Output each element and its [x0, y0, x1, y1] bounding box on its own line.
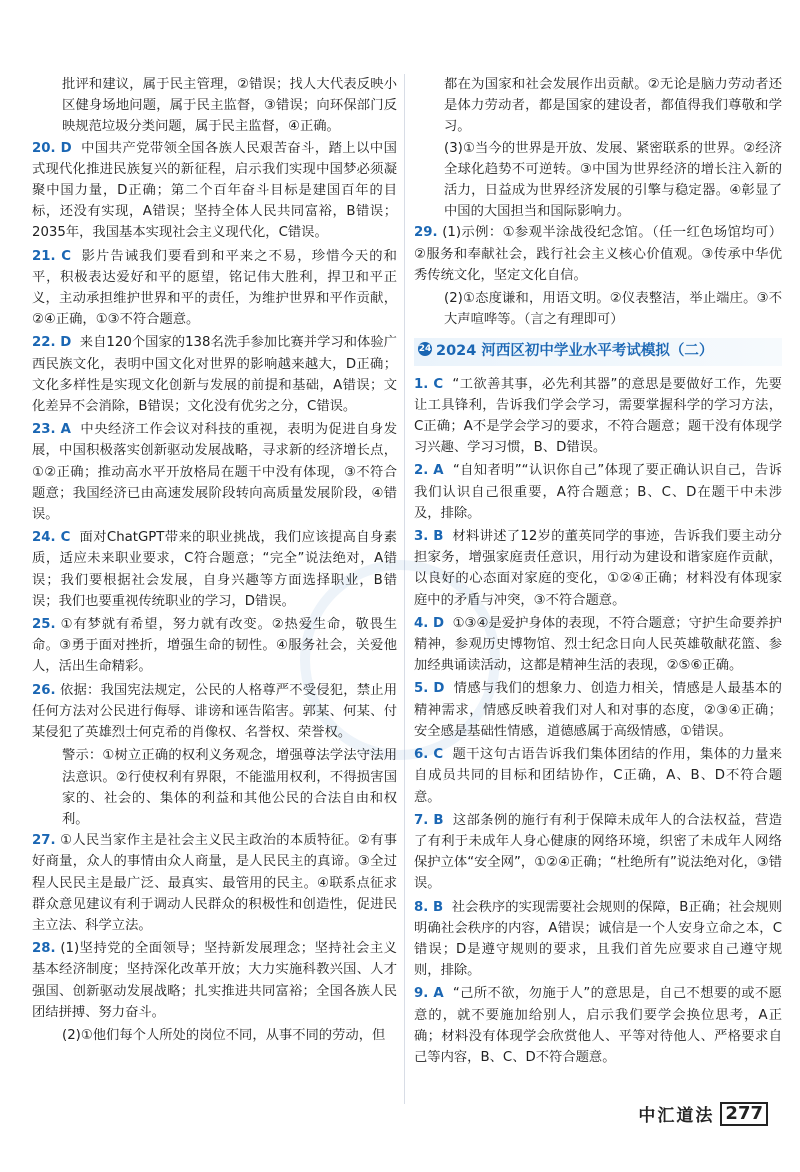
page-footer [638, 1101, 768, 1126]
answer-item [32, 246, 397, 331]
answer-number: 24. C [32, 530, 71, 546]
answer-number: 26. [32, 682, 56, 698]
continued-text: 都在为国家和社会发展作出贡献。②无论是脑力劳动者还是体力劳动者，都是国家的建设者，都值得我们尊敬和学习。 [444, 77, 782, 135]
answer-text: 中国共产党带领全国各族人民艰苦奋斗，踏上以中国式现代化推进民族复兴的新征程，启示我们实现中国梦必须凝聚中国力量，D正确；第二个百年奋斗目标是建国百年的目标，还没有实现，A错误；坚持全体人民共同富裕，B错误；2035年，我国基本实现社会主义现代化，C错误。 [32, 140, 397, 241]
answer-extra-text: 警示：①树立正确的权利义务观念，增强尊法学法守法用法意识。②行使权利有界限，不能滥用权利，不得损害国家的、社会的、集体的利益和其他公民的合法自由和权利。 [62, 748, 397, 827]
answer-text: “己所不欲，勿施于人”的意思是，自己不想要的或不愿意的，就不要施加给别人，启示我们要学会换位思考，A正确；材料没有体现学会欣赏他人、平等对待他人、严格要求自己等内容，B、C、D不符合题意。 [414, 986, 782, 1065]
answer-text: 依据：我国宪法规定，公民的人格尊严不受侵犯，禁止用任何方法对公民进行侮辱、诽谤和诬告陷害。郭某、何某、付某侵犯了英雄烈士何克希的肖像权、名誉权、荣誉权。 [32, 682, 397, 741]
answer-item [414, 897, 782, 982]
answer-number: 5. D [414, 681, 445, 697]
section-badge-icon: 24 [418, 344, 432, 355]
answer-text: 影片告诫我们要看到和平来之不易，珍惜今天的和平，积极表达爱好和平的愿望，铭记伟大胜利，捍卫和平正义，主动承担维护世界和平的责任，为维护世界和平作贡献，②④正确，①③不符合题意。 [32, 248, 397, 328]
answer-item [32, 680, 397, 744]
answer-number: 4. D [414, 615, 445, 631]
answer-text: 中央经济工作会议对科技的重视，表明为促进自身发展，中国积极落实创新驱动发展战略，寻求新的经济增长点，①②正确；推动高水平开放格局在题干中没有体现，③不符合题意；我国经济已由高速发展阶段转向高质量发展阶段，④错误。 [32, 422, 397, 523]
answer-number: 22. D [32, 335, 72, 351]
answer-number: 6. C [414, 747, 444, 763]
answer-number: 9. A [414, 986, 444, 1002]
answer-extra-text: (2)①他们每个人所处的岗位不同，从事不同的劳动，但 [62, 1027, 386, 1043]
answer-text: (1)示例：①参观半涂战役纪念馆。（任一红色场馆均可）②服务和奉献社会，践行社会主义核心价值观。③传承中华优秀传统文化，坚定文化自信。 [414, 225, 782, 283]
answer-number: 25. [32, 617, 56, 633]
answer-item [414, 374, 782, 459]
section-title [414, 338, 782, 365]
answer-item [32, 332, 397, 417]
answer-text: “工欲善其事，必先利其器”的意思是要做好工作，先要让工具锋利，告诉我们学会学习，需要掌握科学的学习方法，C正确；A不是学会学习的要求，不符合题意；题干没有体现学习兴趣、学习习惯，B、D错误。 [414, 376, 782, 456]
answer-number: 7. B [414, 812, 444, 828]
answer-text: 面对ChatGPT带来的职业挑战，我们应该提高自身素质，适应未来职业要求，C符合题意；“完全”说法绝对，A错误；我们要根据社会发展，自身兴趣等方面选择职业，B错误；我们也要重视传统职业的学习，D错误。 [32, 530, 397, 609]
answer-text: (1)坚持党的全面领导；坚持新发展理念；坚持社会主义基本经济制度；坚持深化改革开放；大力实施科教兴国、人才强国、创新驱动发展战略；扎实推进共同富裕；全国各族人民团结拼搏、努力奋斗。 [32, 941, 397, 1020]
left-column [32, 74, 397, 1046]
answer-item [414, 460, 782, 524]
answer-number: 3. B [414, 529, 444, 545]
answer-number: 28. [32, 941, 56, 957]
answer-number: 2. A [414, 463, 444, 479]
answer-text: 题干这句古语告诉我们集体团结的作用，集体的力量来自成员共同的目标和团结协作，C正确，A、B、D不符合题意。 [414, 747, 782, 805]
page-number: 277 [720, 1102, 768, 1126]
right-column [414, 74, 782, 1070]
answer-text: 材料讲述了12岁的董英同学的事迹，告诉我们要主动分担家务，增强家庭责任意识，用行动为建设和谐家庭作贡献，以良好的心态面对家庭的变化，①②④正确；材料没有体现家庭中的矛盾与冲突，③不符合题意。 [414, 529, 782, 608]
answer-text: ①人民当家作主是社会主义民主政治的本质特征。②有事好商量，众人的事情由众人商量，是人民民主的真谛。③全过程人民民主是最广泛、最真实、最管用的民主。④联系点征求群众意见建议有利于调动人民群众的积极性和创造性，促进民主立法、科学立法。 [32, 833, 397, 933]
answer-text: 情感与我们的想象力、创造力相关，情感是人最基本的精神需求，情感反映着我们对人和对事的态度，②③④正确；安全感是基础性情感，道德感属于高级情感，①错误。 [414, 681, 782, 739]
answer-extra-text: (2)①态度谦和，用语文明。②仪表整洁，举止端庄。③不大声喧哗等。（言之有理即可） [444, 291, 782, 328]
answer-item [414, 983, 782, 1068]
section-title-text: 2024 河西区初中学业水平考试模拟（二） [436, 343, 714, 360]
answer-item [32, 419, 397, 525]
answer-number: 27. [32, 833, 56, 849]
answer-text: 来自120个国家的138名洗手参加比赛并学习和体验广西民族文化，表明中国文化对世界的影响越来越大，D正确；文化多样性是实现文化创新与发展的前提和基础，A错误；文化差异不会消除，B错误；文化没有优劣之分，C错误。 [32, 335, 397, 415]
answer-item [32, 938, 397, 1023]
answer-number: 29. [414, 225, 438, 241]
answer-extra-text: (3)①当今的世界是开放、发展、紧密联系的世界。②经济全球化趋势不可逆转。③中国为世界经济的增长注入新的活力，日益成为世界经济发展的引擎与稳定器。④彰显了中国的大国担当和国际影响力。 [444, 140, 782, 220]
answer-item [414, 613, 782, 677]
answer-number: 21. C [32, 248, 72, 264]
answer-item [414, 526, 782, 611]
answer-item [414, 222, 782, 286]
answer-item [414, 678, 782, 742]
answer-item [32, 830, 397, 936]
answer-text: “自知者明”“认识你自己”体现了要正确认识自己，告诉我们认识自己很重要，A符合题意；B、C、D在题干中未涉及，排除。 [414, 463, 782, 521]
footer-brand: 中汇道法 [638, 1106, 715, 1126]
answer-number: 20. D [32, 140, 72, 156]
answer-item [414, 810, 782, 895]
left-intro-text: 批评和建议，属于民主管理，②错误；找人大代表反映小区健身场地问题，属于民主监督，③错误；向环保部门反映规范垃圾分类问题，属于民主监督，④正确。 [62, 77, 397, 135]
answer-number: 1. C [414, 376, 444, 392]
answer-number: 8. B [414, 899, 444, 915]
answer-text: ①③④是爱护身体的表现，不符合题意；守护生命要养护精神，参观历史博物馆、烈士纪念日向人民英雄敬献花篮、参加经典诵读活动，这都是精神生活的表现，②⑤⑥正确。 [414, 615, 782, 674]
answer-text: 社会秩序的实现需要社会规则的保障，B正确；社会规则明确社会秩序的内容，A错误；诚信是一个人安身立命之本，C错误；D是遵守规则的要求，且我们首先应要求自己遵守规则，排除。 [414, 899, 782, 979]
answer-number: 23. A [32, 422, 71, 438]
answer-item [32, 138, 397, 244]
answer-item [414, 744, 782, 808]
answer-item [32, 527, 397, 612]
answer-item [32, 614, 397, 678]
answer-text: 这部条例的施行有利于保障未成年人的合法权益，营造了有利于未成年人身心健康的网络环境，织密了未成年人网络保护立体“安全网”，①②④正确；“杜绝所有”说法绝对化，③错误。 [414, 812, 782, 892]
answer-text: ①有梦就有希望，努力就有改变。②热爱生命，敬畏生命。③勇于面对挫折，增强生命的韧性。④服务社会，关爱他人，活出生命精彩。 [32, 617, 398, 675]
